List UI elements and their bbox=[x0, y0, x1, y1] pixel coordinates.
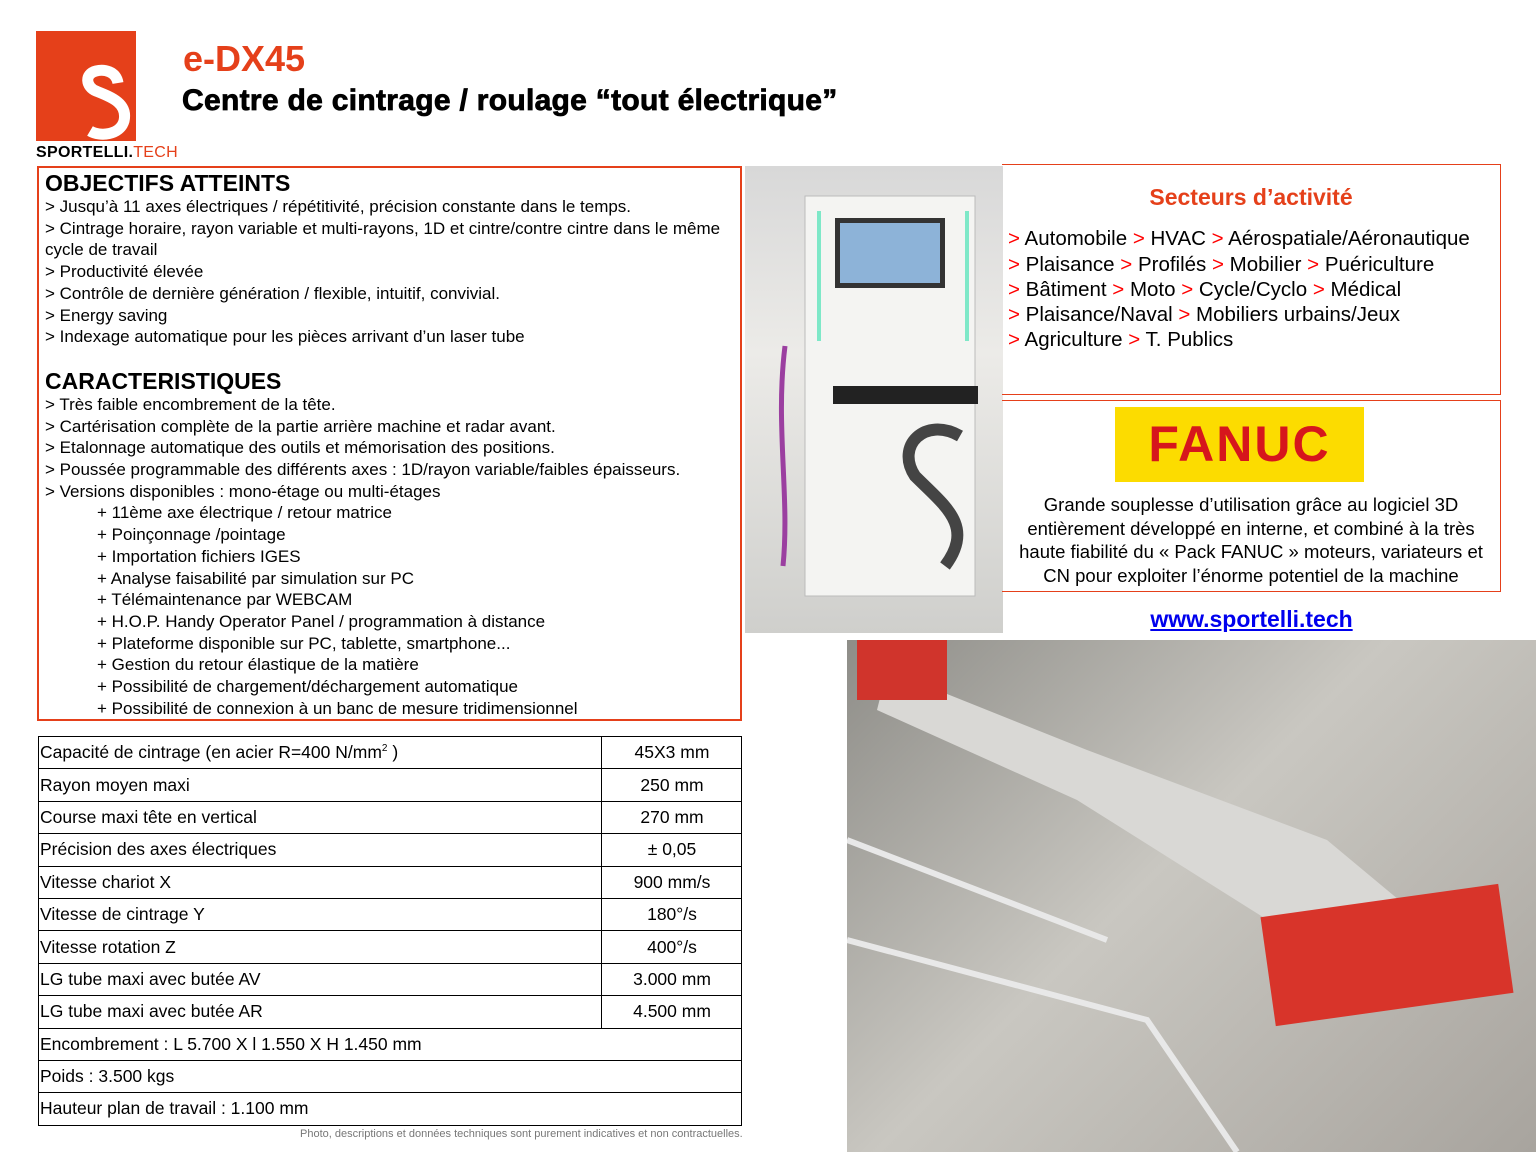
arrow-icon: > bbox=[1212, 252, 1230, 276]
sector-row bbox=[1008, 252, 1494, 277]
sector-item: Médical bbox=[1330, 277, 1402, 301]
option-item: + Possibilité de chargement/déchargement automatique bbox=[97, 677, 519, 697]
spec-row bbox=[39, 866, 742, 898]
sector-item: T. Publics bbox=[1145, 328, 1234, 352]
product-title: e-DX45 bbox=[183, 38, 306, 79]
option-item: + Analyse faisabilité par simulation sur PC bbox=[97, 568, 415, 588]
arrow-icon: > bbox=[1307, 252, 1325, 276]
spec-value: 900 mm/s bbox=[602, 866, 742, 898]
spec-row bbox=[39, 996, 742, 1028]
spec-row bbox=[39, 1060, 742, 1092]
spec-label: Hauteur plan de travail : 1.100 mm bbox=[39, 1093, 742, 1125]
objective-item: > Productivité élevée bbox=[45, 262, 204, 282]
arrow-icon: > bbox=[1178, 303, 1197, 327]
spec-label: Poids : 3.500 kgs bbox=[39, 1060, 742, 1092]
website-link[interactable]: www.sportelli.tech bbox=[1150, 606, 1353, 632]
sector-item: Aérospatiale/Aéronautique bbox=[1228, 227, 1470, 251]
spec-label: Encombrement : L 5.700 X l 1.550 X H 1.450 mm bbox=[39, 1028, 742, 1060]
characteristics-heading: CARACTERISTIQUES bbox=[45, 367, 282, 394]
arrow-icon: > bbox=[1181, 277, 1199, 301]
characteristic-item: > Etalonnage automatique des outils et mémorisation des positions. bbox=[45, 438, 555, 458]
spec-value: 4.500 mm bbox=[602, 996, 742, 1028]
spec-label: Précision des axes électriques bbox=[39, 834, 602, 866]
arrow-icon: > bbox=[1008, 252, 1026, 276]
sector-item: Plaisance bbox=[1025, 252, 1115, 276]
spec-row bbox=[39, 769, 742, 801]
spec-value: 180°/s bbox=[602, 898, 742, 930]
spec-label: LG tube maxi avec butée AR bbox=[39, 996, 602, 1028]
characteristic-item: > Poussée programmable des différents axes : 1D/rayon variable/faibles épaisseurs. bbox=[45, 460, 681, 480]
objective-item: > Cintrage horaire, rayon variable et multi-rayons, 1D et cintre/contre cintre dans le même cycle de travail bbox=[45, 218, 721, 260]
option-item: + Poinçonnage /pointage bbox=[97, 525, 286, 545]
characteristic-item: > Cartérisation complète de la partie arrière machine et radar avant. bbox=[45, 416, 556, 436]
spec-value: 270 mm bbox=[602, 801, 742, 833]
spec-label: Vitesse chariot X bbox=[39, 866, 602, 898]
spec-row bbox=[39, 834, 742, 866]
arrow-icon: > bbox=[1120, 252, 1138, 276]
spec-label: LG tube maxi avec butée AV bbox=[39, 963, 602, 995]
spec-value: 400°/s bbox=[602, 931, 742, 963]
option-item: + 11ème axe électrique / retour matrice bbox=[97, 503, 392, 523]
option-item: + Gestion du retour élastique de la matière bbox=[97, 655, 419, 675]
sector-item: Moto bbox=[1129, 277, 1176, 301]
spec-row bbox=[39, 931, 742, 963]
spec-row bbox=[39, 963, 742, 995]
arrow-icon: > bbox=[1312, 277, 1331, 301]
spec-label: Course maxi tête en vertical bbox=[39, 801, 602, 833]
spec-value: 45X3 mm bbox=[602, 737, 742, 769]
sector-row bbox=[1008, 327, 1494, 352]
sector-item: HVAC bbox=[1150, 227, 1206, 251]
sector-item: Profilés bbox=[1137, 252, 1207, 276]
objective-item: > Contrôle de dernière génération / flexible, intuitif, convivial. bbox=[45, 283, 501, 303]
sportelli-logo bbox=[36, 31, 136, 141]
specifications-table bbox=[38, 736, 742, 1126]
sector-item: Automobile bbox=[1024, 227, 1128, 251]
spec-row bbox=[39, 801, 742, 833]
spec-label: Vitesse de cintrage Y bbox=[39, 898, 602, 930]
sectors-heading: Secteurs d’activité bbox=[1149, 184, 1353, 210]
fanuc-box bbox=[1002, 400, 1501, 592]
arrow-icon: > bbox=[1008, 328, 1025, 352]
fanuc-description: Grande souplesse d’utilisation grâce au logiciel 3D entièrement développé en interne, et combiné à la très haute fiabilité du « Pack FANUC » moteurs, variateurs et CN pour exploiter l’énorme potentiel de la machine bbox=[1019, 494, 1483, 586]
arrow-icon: > bbox=[1008, 277, 1026, 301]
arrow-icon: > bbox=[1128, 328, 1146, 352]
spec-label: Capacité de cintrage (en acier R=400 $N/mm^2$ ) bbox=[39, 737, 602, 769]
objectives-characteristics-box bbox=[37, 166, 742, 721]
sector-item: Mobiliers urbains/Jeux bbox=[1196, 303, 1400, 327]
bending-machine-photo bbox=[847, 640, 1536, 1152]
arrow-icon: > bbox=[1132, 227, 1151, 251]
option-item: + Plateforme disponible sur PC, tablette, smartphone... bbox=[97, 633, 511, 653]
sector-item: Cycle/Cyclo bbox=[1198, 277, 1308, 301]
spec-row bbox=[39, 898, 742, 930]
sector-row bbox=[1008, 226, 1494, 251]
option-item: + Télémaintenance par WEBCAM bbox=[97, 590, 353, 610]
sector-item: Bâtiment bbox=[1025, 277, 1107, 301]
option-item: + Importation fichiers IGES bbox=[97, 546, 301, 566]
sector-item: Mobilier bbox=[1229, 252, 1302, 276]
spec-label: Vitesse rotation Z bbox=[39, 931, 602, 963]
sectors-box bbox=[1002, 164, 1501, 395]
spec-row bbox=[39, 1028, 742, 1060]
option-item: + H.O.P. Handy Operator Panel / programmation à distance bbox=[97, 611, 546, 631]
brand-name: SPORTELLI.TECH bbox=[36, 144, 178, 161]
objective-item: > Indexage automatique pour les pièces arrivant d’un laser tube bbox=[45, 327, 525, 347]
fanuc-logo: FANUC bbox=[1115, 407, 1364, 482]
sector-row bbox=[1008, 302, 1494, 327]
spec-value: 3.000 mm bbox=[602, 963, 742, 995]
sector-item: Puériculture bbox=[1324, 252, 1435, 276]
spec-label: Rayon moyen maxi bbox=[39, 769, 602, 801]
spec-value: 250 mm bbox=[602, 769, 742, 801]
objectives-heading: OBJECTIFS ATTEINTS bbox=[45, 170, 291, 196]
objective-item: > Energy saving bbox=[45, 305, 168, 325]
spec-row bbox=[39, 1093, 742, 1125]
arrow-icon: > bbox=[1112, 277, 1130, 301]
characteristic-item: > Versions disponibles : mono-étage ou multi-étages bbox=[45, 481, 441, 501]
product-subtitle: Centre de cintrage / roulage “tout électrique” bbox=[182, 84, 838, 117]
objective-item: > Jusqu’à 11 axes électriques / répétitivité, précision constante dans le temps. bbox=[45, 197, 632, 216]
arrow-icon: > bbox=[1008, 227, 1025, 251]
spec-value: ± 0,05 bbox=[602, 834, 742, 866]
sector-item: Plaisance/Naval bbox=[1025, 303, 1173, 327]
spec-row bbox=[39, 737, 742, 769]
option-item: + Possibilité de connexion à un banc de mesure tridimensionnel bbox=[97, 698, 578, 718]
machine-control-panel-photo bbox=[745, 166, 1003, 633]
characteristic-item: > Très faible encombrement de la tête. bbox=[45, 394, 336, 414]
disclaimer: Photo, descriptions et données techniques sont purement indicatives et non contractuelles. bbox=[300, 1128, 743, 1140]
sector-item: Agriculture bbox=[1024, 328, 1123, 352]
sector-row bbox=[1008, 277, 1494, 302]
arrow-icon: > bbox=[1008, 303, 1026, 327]
arrow-icon: > bbox=[1211, 227, 1229, 251]
